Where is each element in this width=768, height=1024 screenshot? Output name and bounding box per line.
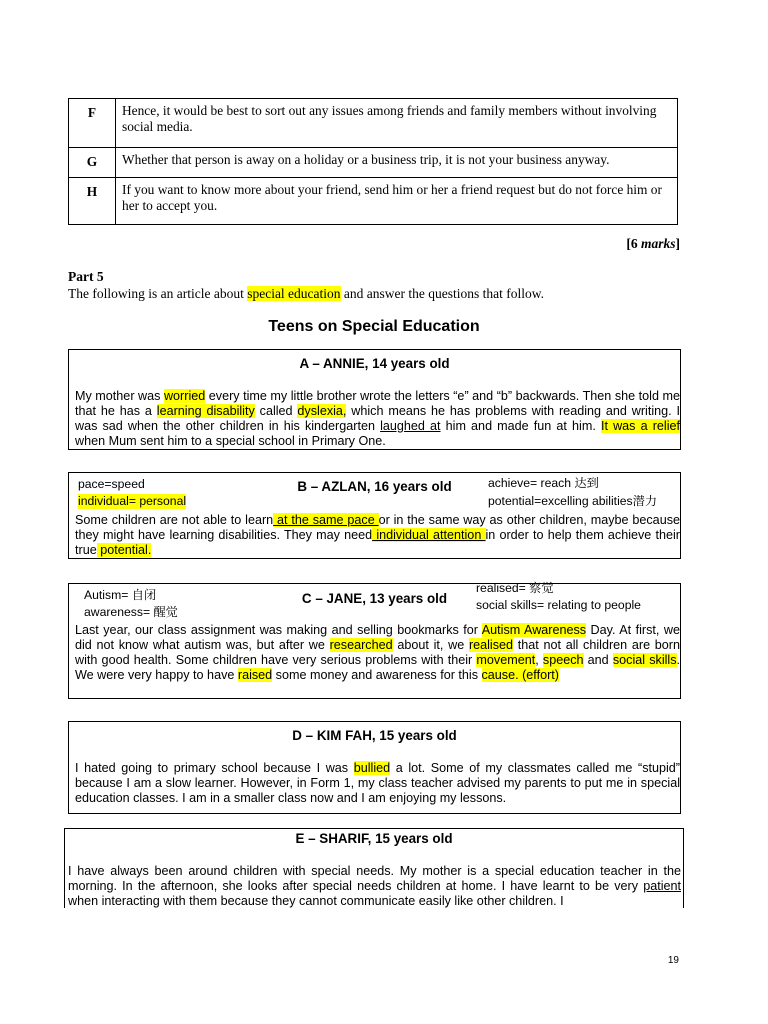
underlined-text: laughed at — [380, 419, 441, 433]
highlighted-text: bullied — [353, 761, 391, 775]
text-run: Last year, our class assignment was making and selling bookmarks for — [75, 623, 482, 637]
handwritten-note: individual= personal — [78, 494, 187, 508]
box-heading: C – JANE, 13 years old — [301, 591, 448, 606]
handwritten-note: social skills= relating to people — [476, 598, 641, 612]
part-intro — [68, 286, 544, 302]
handwritten-note: potential=excelling abilities潜力 — [488, 494, 658, 508]
table-row — [69, 99, 678, 148]
box-text — [75, 389, 680, 449]
handwritten-note: achieve= reach 达到 — [488, 476, 599, 490]
text-run: that not all children are born with good health. Some children have very serious problems with their — [75, 638, 681, 667]
highlighted-text: dyslexia, — [297, 404, 347, 418]
box-text — [75, 761, 680, 806]
highlighted-text: speech — [542, 653, 584, 667]
text-run: I have always been around children with special needs. My mother is a special education teacher in the morning. In the afternoon, she looks after special needs children at home. I have learnt to be very — [68, 864, 681, 893]
intro-text: and answer the questions that follow. — [340, 286, 545, 301]
text-run: called — [254, 404, 298, 418]
text-run: My mother was — [75, 389, 164, 403]
box-heading: B – AZLAN, 16 years old — [297, 479, 452, 494]
part-title: Part 5 — [68, 269, 104, 284]
highlighted-text: potential. — [96, 543, 152, 557]
marks-number: 6 — [630, 236, 641, 251]
intro-text: The following is an article about — [68, 286, 248, 301]
highlighted-text: special education — [247, 286, 341, 301]
highlighted-text: learning disability — [156, 404, 255, 418]
handwritten-note: pace=speed — [78, 477, 145, 491]
handwritten-note: awareness= 醒觉 — [84, 605, 178, 619]
box-azlan — [68, 472, 681, 559]
highlighted-text: at the same pace — [273, 513, 379, 527]
highlighted-text: researched — [329, 638, 393, 652]
highlighted-text: movement — [476, 653, 536, 667]
box-text — [75, 623, 680, 683]
article-title: Teens on Special Education — [268, 318, 480, 335]
options-table — [68, 98, 678, 225]
table-row — [69, 178, 678, 225]
text-run: a lot. Some of my classmates called me “stupid” because I am a slow learner. However, in Form 1, my class teacher advised my parents to put me in special education classes. I am in a smaller class now and I am enjoying my lessons. — [75, 761, 680, 805]
box-kim-fah — [68, 721, 681, 814]
text-run: which means he has problems with reading and writing. I was sad when the other children in his kindergarten — [75, 404, 681, 433]
text-run: about it, we — [392, 638, 469, 652]
underlined-text: patient — [643, 879, 681, 893]
option-letter: F — [69, 99, 116, 148]
text-run: some money and awareness for this — [272, 668, 482, 682]
text-run: him and made fun at him. — [440, 419, 601, 433]
box-heading: E – SHARIF, 15 years old — [295, 831, 453, 846]
marks-word: marks — [640, 236, 676, 251]
option-letter: G — [69, 148, 116, 178]
box-jane — [68, 583, 681, 699]
page-number: 19 — [667, 955, 679, 966]
highlighted-text: raised — [237, 668, 273, 682]
text-run: and — [583, 653, 613, 667]
box-text — [68, 864, 681, 909]
highlighted-text: cause. (effort) — [481, 668, 559, 682]
highlighted-text: It was a relief — [600, 419, 680, 433]
box-heading: D – KIM FAH, 15 years old — [292, 728, 457, 743]
box-heading: A – ANNIE, 14 years old — [299, 356, 450, 371]
highlighted-text: worried — [163, 389, 206, 403]
text-run: when interacting with them because they cannot communicate easily like other children. I — [68, 894, 564, 908]
handwritten-note: Autism= 自闭 — [84, 588, 157, 602]
text-run: every time my little brother wrote the letters “e” and “b” backwards. Then she told me that he has a — [75, 389, 680, 418]
text-run: . We were very happy to have — [75, 653, 681, 682]
highlighted-text: Autism Awareness — [481, 623, 587, 637]
text-run: in order to help them achieve their true — [75, 528, 680, 557]
marks-bracket: [ — [626, 236, 631, 251]
highlighted-text: realised — [468, 638, 514, 652]
highlighted-text: individual attention — [372, 528, 486, 542]
text-run: Some children are not able to learn — [75, 513, 274, 527]
text-run: I hated going to primary school because I was — [75, 761, 354, 775]
option-letter: H — [69, 178, 116, 225]
highlighted-text: social skills — [612, 653, 677, 667]
box-sharif — [64, 828, 684, 908]
option-text: Hence, it would be best to sort out any issues among friends and family members without involving social media. — [116, 99, 678, 148]
handwritten-note: realised= 察觉 — [476, 581, 554, 595]
box-text — [75, 513, 680, 558]
marks-label — [626, 236, 680, 252]
text-run: Day. At first, we did not know what autism was, but after we — [75, 623, 680, 652]
text-run: or in the same way as other children, maybe because they might have learning disabilities. They may need — [75, 513, 680, 542]
option-text: If you want to know more about your friend, send him or her a friend request but do not force him or her to accept you. — [116, 178, 678, 225]
text-run: , — [535, 653, 543, 667]
box-annie — [68, 349, 681, 450]
marks-bracket: ] — [675, 236, 680, 251]
table-row — [69, 148, 678, 178]
option-text: Whether that person is away on a holiday or a business trip, it is not your business anyway. — [116, 148, 678, 178]
text-run: when Mum sent him to a special school in Primary One. — [75, 434, 386, 448]
